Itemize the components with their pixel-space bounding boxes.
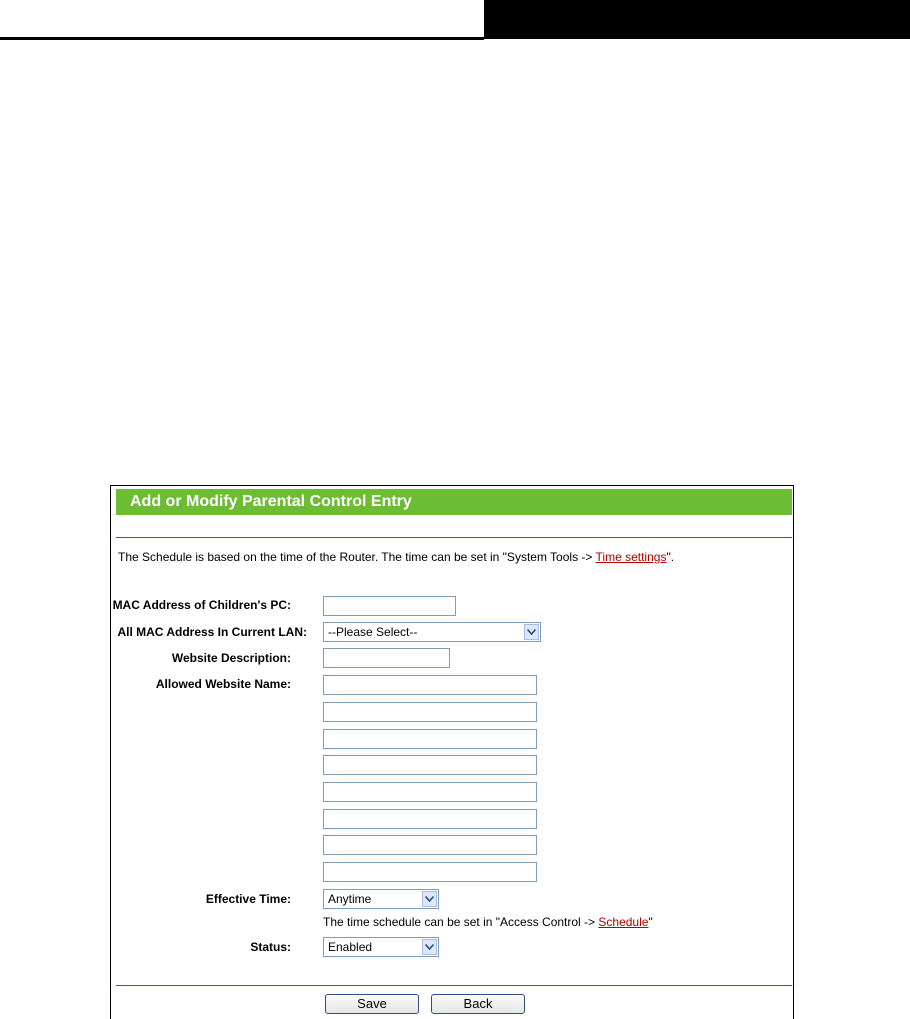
allowed-website-input-6[interactable] (323, 809, 537, 829)
time-settings-link[interactable]: Time settings (595, 550, 667, 564)
chevron-down-icon[interactable] (422, 891, 437, 907)
allowed-website-input-3[interactable] (323, 729, 537, 749)
status-select[interactable] (323, 937, 439, 957)
save-button[interactable]: Save (325, 994, 419, 1014)
allowed-website-input-5[interactable] (323, 782, 537, 802)
chevron-down-icon[interactable] (524, 624, 539, 640)
status-label: Status: (250, 940, 291, 954)
effective-time-selected: Anytime (328, 892, 372, 906)
allowed-website-input-2[interactable] (323, 702, 537, 722)
schedule-link[interactable]: Schedule (598, 915, 649, 929)
website-description-label: Website Description: (171, 651, 291, 665)
mac-address-label: MAC Address of Children's PC: (112, 598, 291, 612)
schedule-note: The Schedule is based on the time of the Router. The time can be set in "System Tools -> Time settings". (118, 550, 675, 564)
all-mac-select[interactable] (323, 622, 541, 642)
header-rule (0, 37, 484, 40)
parental-control-panel (110, 485, 794, 1019)
header-black-box (484, 0, 910, 39)
back-button[interactable]: Back (431, 994, 525, 1014)
allowed-website-input-7[interactable] (323, 835, 537, 855)
chevron-down-icon[interactable] (422, 939, 437, 955)
bottom-divider (116, 985, 792, 986)
mac-address-input[interactable] (323, 596, 456, 616)
top-divider (116, 537, 792, 538)
allowed-website-input-8[interactable] (323, 862, 537, 882)
allowed-website-input-4[interactable] (323, 755, 537, 775)
effective-time-select[interactable] (323, 889, 439, 909)
panel-title: Add or Modify Parental Control Entry (130, 493, 412, 510)
panel-titlebar (116, 489, 792, 515)
all-mac-selected: --Please Select-- (328, 625, 418, 639)
status-selected: Enabled (328, 940, 373, 954)
effective-time-label: Effective Time: (205, 892, 291, 906)
allowed-website-input-1[interactable] (323, 675, 537, 695)
all-mac-label: All MAC Address In Current LAN: (117, 625, 307, 639)
website-description-input[interactable] (323, 648, 450, 668)
allowed-website-label: Allowed Website Name: (155, 677, 291, 691)
time-schedule-note: The time schedule can be set in "Access Control -> Schedule" (323, 915, 653, 929)
